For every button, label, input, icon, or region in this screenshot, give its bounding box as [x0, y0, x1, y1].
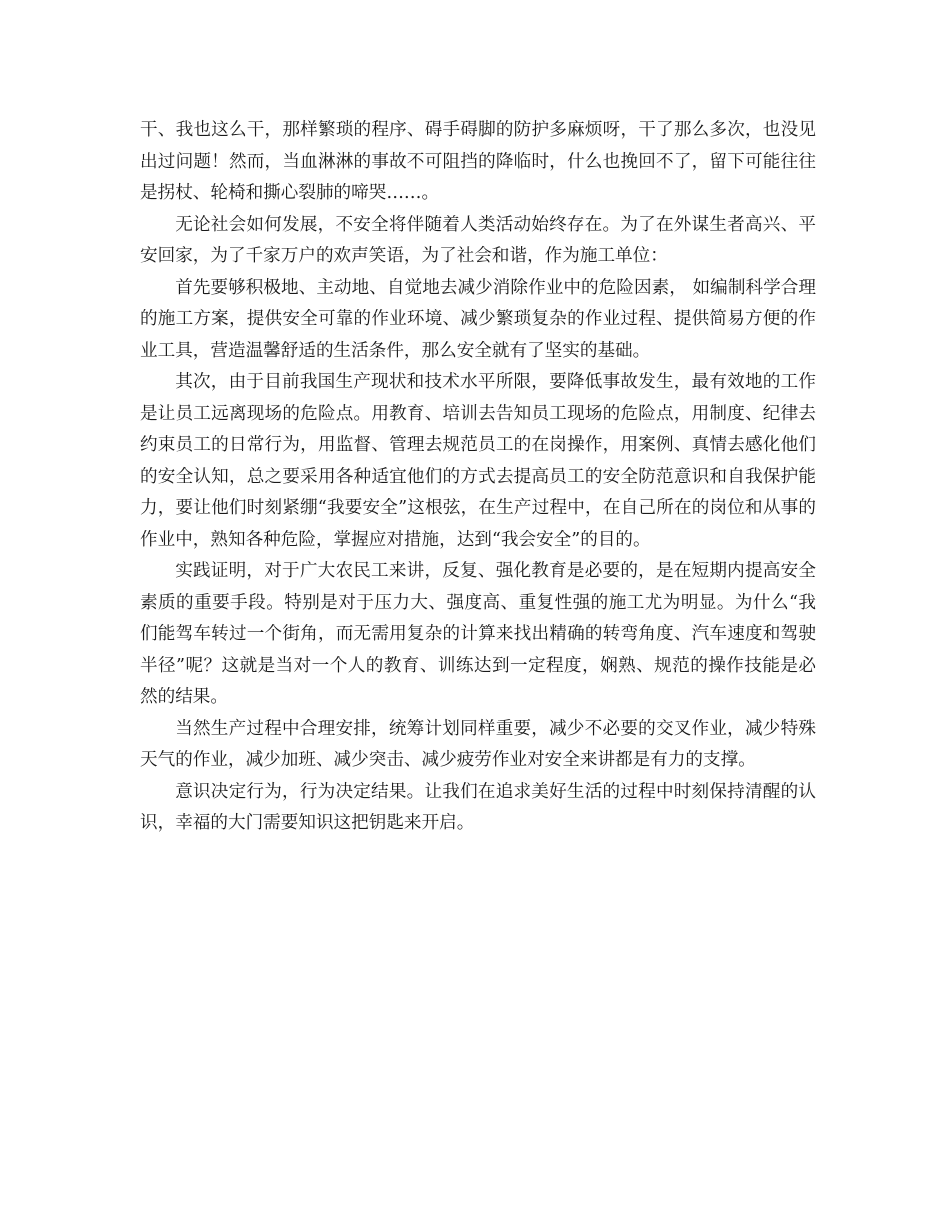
paragraph-1: 干、我也这么干，那样繁琐的程序、碍手碍脚的防护多麻烦呀，干了那么多次，也没见出过问题！然而，当血淋淋的事故不可阻挡的降临时，什么也挽回不了，留下可能往往是拐杖、轮椅和撕心裂肺的啼哭……。: [140, 120, 816, 203]
paragraph-3: 首先要够积极地、主动地、自觉地去减少消除作业中的危险因素， 如编制科学合理的施工方案，提供安全可靠的作业环境、减少繁琐复杂的作业过程、提供简易方便的作业工具，营造温馨舒适的生活条件，那么安全就有了坚实的基础。: [140, 277, 816, 361]
paragraph-6: 当然生产过程中合理安排，统筹计划同样重要，减少不必要的交叉作业，减少特殊天气的作业，减少加班、减少突击、减少疲劳作业对安全来讲都是有力的支撑。: [140, 718, 816, 770]
document-body: [140, 115, 816, 840]
paragraph-2: 无论社会如何发展，不安全将伴随着人类活动始终存在。为了在外谋生者高兴、平安回家，为了千家万户的欢声笑语，为了社会和谐，作为施工单位：: [140, 214, 816, 266]
paragraph-4: 其次，由于目前我国生产现状和技术水平所限，要降低事故发生，最有效地的工作是让员工远离现场的危险点。用教育、培训去告知员工现场的危险点，用制度、纪律去约束员工的日常行为，用监督、管理去规范员工的在岗操作，用案例、真情去感化他们的安全认知，总之要采用各种适宜他们的方式去提高员工的安全防范意识和自我保护能力，要让他们时刻紧绷“我要安全”这根弦，在生产过程中，在自己所在的岗位和从事的作业中，熟知各种危险，掌握应对措施，达到“我会安全”的目的。: [140, 372, 816, 550]
paragraph-5: 实践证明，对于广大农民工来讲，反复、强化教育是必要的，是在短期内提高安全素质的重要手段。特别是对于压力大、强度高、重复性强的施工尤为明显。为什么“我们能驾车转过一个街角，而无需用复杂的计算来找出精确的转弯角度、汽车速度和驾驶半径”呢？这就是当对一个人的教育、训练达到一定程度，娴熟、规范的操作技能是必然的结果。: [140, 561, 816, 707]
paragraph-7: 意识决定行为，行为决定结果。让我们在追求美好生活的过程中时刻保持清醒的认识，幸福的大门需要知识这把钥匙来开启。: [140, 781, 816, 833]
